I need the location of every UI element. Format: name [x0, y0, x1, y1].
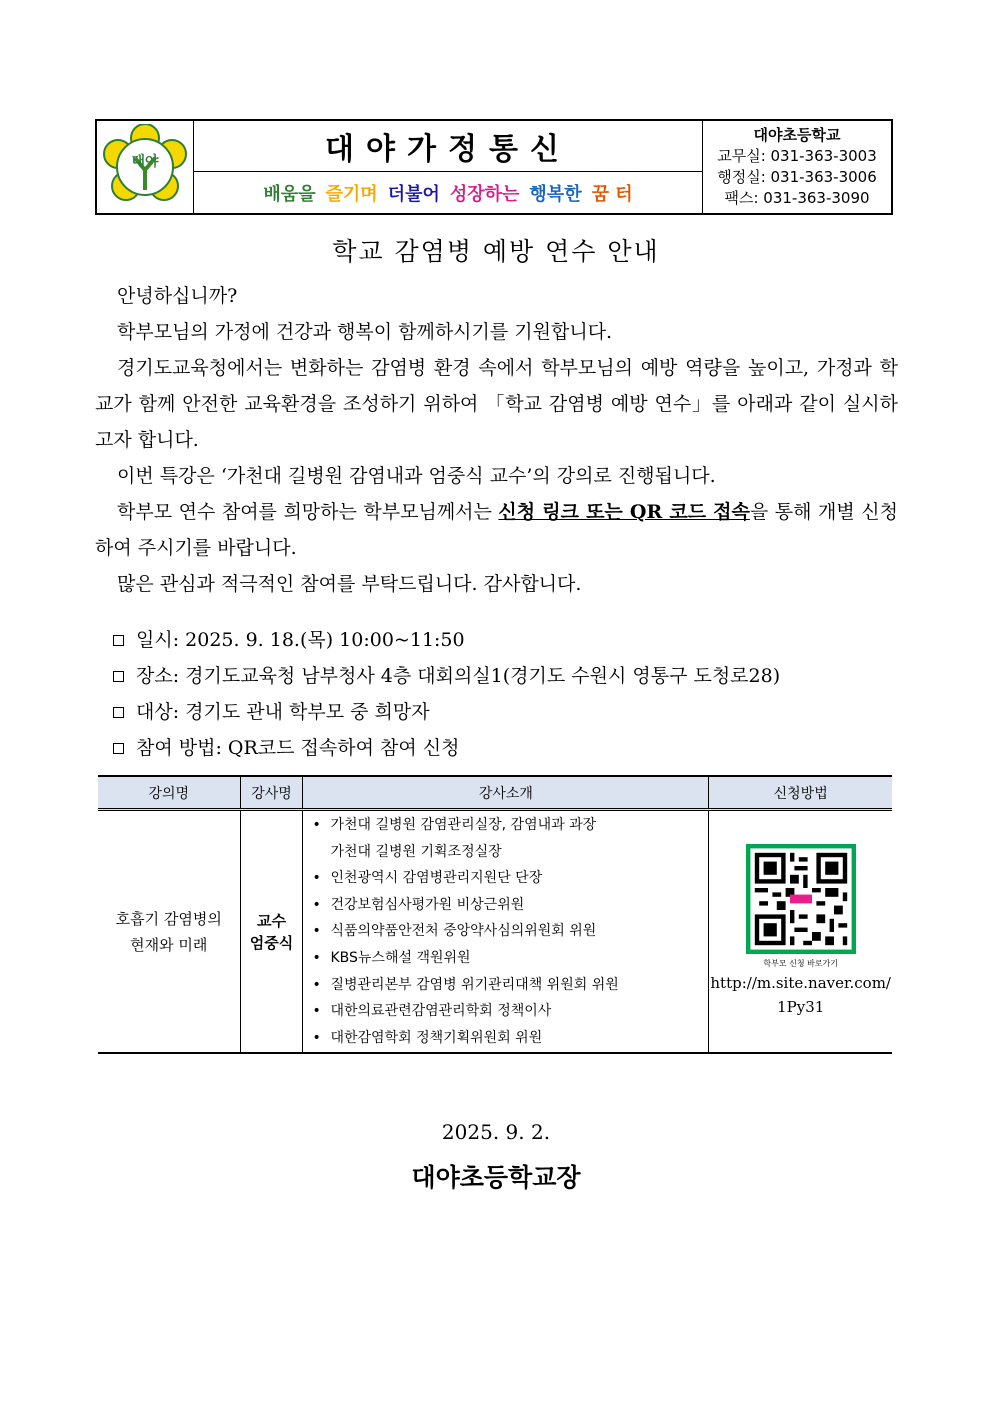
- apply-link[interactable]: [710, 971, 891, 1019]
- header-lecture-name: 강의명: [98, 776, 240, 810]
- lecturer-title: 교수: [257, 911, 286, 930]
- list-item: • 식품의약품안전처 중앙약사심의위원회 위원: [312, 918, 707, 945]
- lecturer-intro: [303, 810, 709, 1054]
- newsletter-title: 대야가정통신: [194, 121, 702, 172]
- motto-word: 더불어: [387, 183, 440, 205]
- school-motto: [194, 172, 702, 213]
- greeting: 안녕하십니까?: [117, 285, 238, 307]
- list-item: • 건강보험심사평가원 비상근위원: [312, 892, 707, 919]
- letter-body: [95, 278, 898, 602]
- info-place-text: 장소: 경기도교육청 남부청사 4층 대회의실1(경기도 수원시 영통구 도청로28): [136, 665, 781, 687]
- apply-text: 학부모 연수 참여를 희망하는 학부모님께서는: [117, 501, 499, 523]
- header-intro: 강사소개: [303, 776, 709, 810]
- checkbox-icon: [113, 635, 124, 646]
- checkbox-icon: [113, 707, 124, 718]
- issue-date: 2025. 9. 2.: [441, 1120, 551, 1144]
- apply-method: [709, 810, 892, 1054]
- fax-number: 팩스: 031-363-3090: [724, 189, 870, 207]
- info-target: [113, 694, 780, 730]
- table-row: [98, 810, 892, 1054]
- lecturer-fullname: 엄중식: [249, 933, 294, 952]
- document-title: 학교 감염병 예방 연수 안내: [332, 237, 660, 266]
- lecture-name-line: 현재와 미래: [130, 935, 208, 954]
- apply-emphasis: 신청 링크 또는 QR 코드 접속: [498, 501, 750, 523]
- wish-paragraph: 학부모님의 가정에 건강과 행복이 함께하시기를 기원합니다.: [117, 321, 613, 343]
- table-header-row: [98, 776, 892, 810]
- info-date-text: 일시: 2025. 9. 18.(목) 10:00~11:50: [136, 629, 465, 651]
- list-item: • 가천대 길병원 감염관리실장, 감염내과 과장: [312, 812, 707, 839]
- school-emblem-icon: [102, 124, 188, 210]
- list-item: • 질병관리본부 감염병 위기관리대책 위원회 위원: [312, 972, 707, 999]
- lecturer-name: [240, 810, 303, 1054]
- motto-word: 즐기며: [325, 183, 378, 205]
- lecture-table: [98, 775, 892, 1054]
- qr-caption: 학부모 신청 바로가기: [763, 959, 838, 969]
- apply-text-end: 을 통해 개별 신청하여 주시기를 바랍니다.: [95, 501, 898, 559]
- apply-paragraph: [95, 494, 898, 566]
- lecture-name-line: 호흡기 감염병의: [115, 909, 222, 928]
- info-date: [113, 622, 780, 658]
- intro-list: [304, 812, 707, 1051]
- apply-link-line[interactable]: http://m.site.naver.com/: [710, 974, 891, 993]
- logo-text: 대야: [131, 154, 159, 170]
- header-apply: 신청방법: [709, 776, 892, 810]
- lecturer-paragraph: 이번 특강은 ‘가천대 길병원 감염내과 엄중식 교수’의 강의로 진행됩니다.: [117, 465, 716, 487]
- school-name: 대야초등학교: [753, 126, 841, 144]
- list-item: • 대한감염학회 정책기획위원회 위원: [312, 1025, 707, 1052]
- school-contact: [703, 121, 891, 213]
- checkbox-icon: [113, 671, 124, 682]
- signer-name: 대야초등학교장: [411, 1163, 581, 1192]
- info-place: [113, 658, 780, 694]
- motto-word: 성장하는: [449, 183, 520, 205]
- info-target-text: 대상: 경기도 관내 학부모 중 희망자: [136, 701, 430, 723]
- newsletter-header: [95, 119, 893, 215]
- event-info: [113, 622, 780, 766]
- motto-word: 행복한: [529, 183, 582, 205]
- list-item: 가천대 길병원 기획조정실장: [330, 843, 502, 860]
- apply-link-line[interactable]: 1Py31: [777, 998, 825, 1017]
- motto-word: 배움을: [263, 183, 316, 205]
- list-item: • 인천광역시 감염병관리지원단 단장: [312, 865, 707, 892]
- info-method: [113, 730, 780, 766]
- list-item: • 대한의료관련감염관리학회 정책이사: [312, 998, 707, 1025]
- info-method-text: 참여 방법: QR코드 접속하여 참여 신청: [136, 737, 460, 759]
- list-item: • KBS뉴스해설 객원위원: [312, 945, 707, 972]
- qr-code-icon[interactable]: [746, 844, 856, 954]
- closing-paragraph: 많은 관심과 적극적인 참여를 부탁드립니다. 감사합니다.: [117, 573, 582, 595]
- purpose-paragraph: 경기도교육청에서는 변화하는 감염병 환경 속에서 학부모님의 예방 역량을 높이고, 가정과 학교가 함께 안전한 교육환경을 조성하기 위하여 「학교 감염병 예방 연수」를 아래과 같이 실시하고자 합니다.: [95, 357, 898, 451]
- phone-office: 교무실: 031-363-3003: [717, 147, 877, 165]
- checkbox-icon: [113, 743, 124, 754]
- phone-admin: 행정실: 031-363-3006: [717, 168, 877, 186]
- motto-word: 꿈 터: [591, 183, 633, 205]
- school-logo: [97, 121, 194, 213]
- header-lecturer: 강사명: [240, 776, 303, 810]
- lecture-name: [98, 810, 240, 1054]
